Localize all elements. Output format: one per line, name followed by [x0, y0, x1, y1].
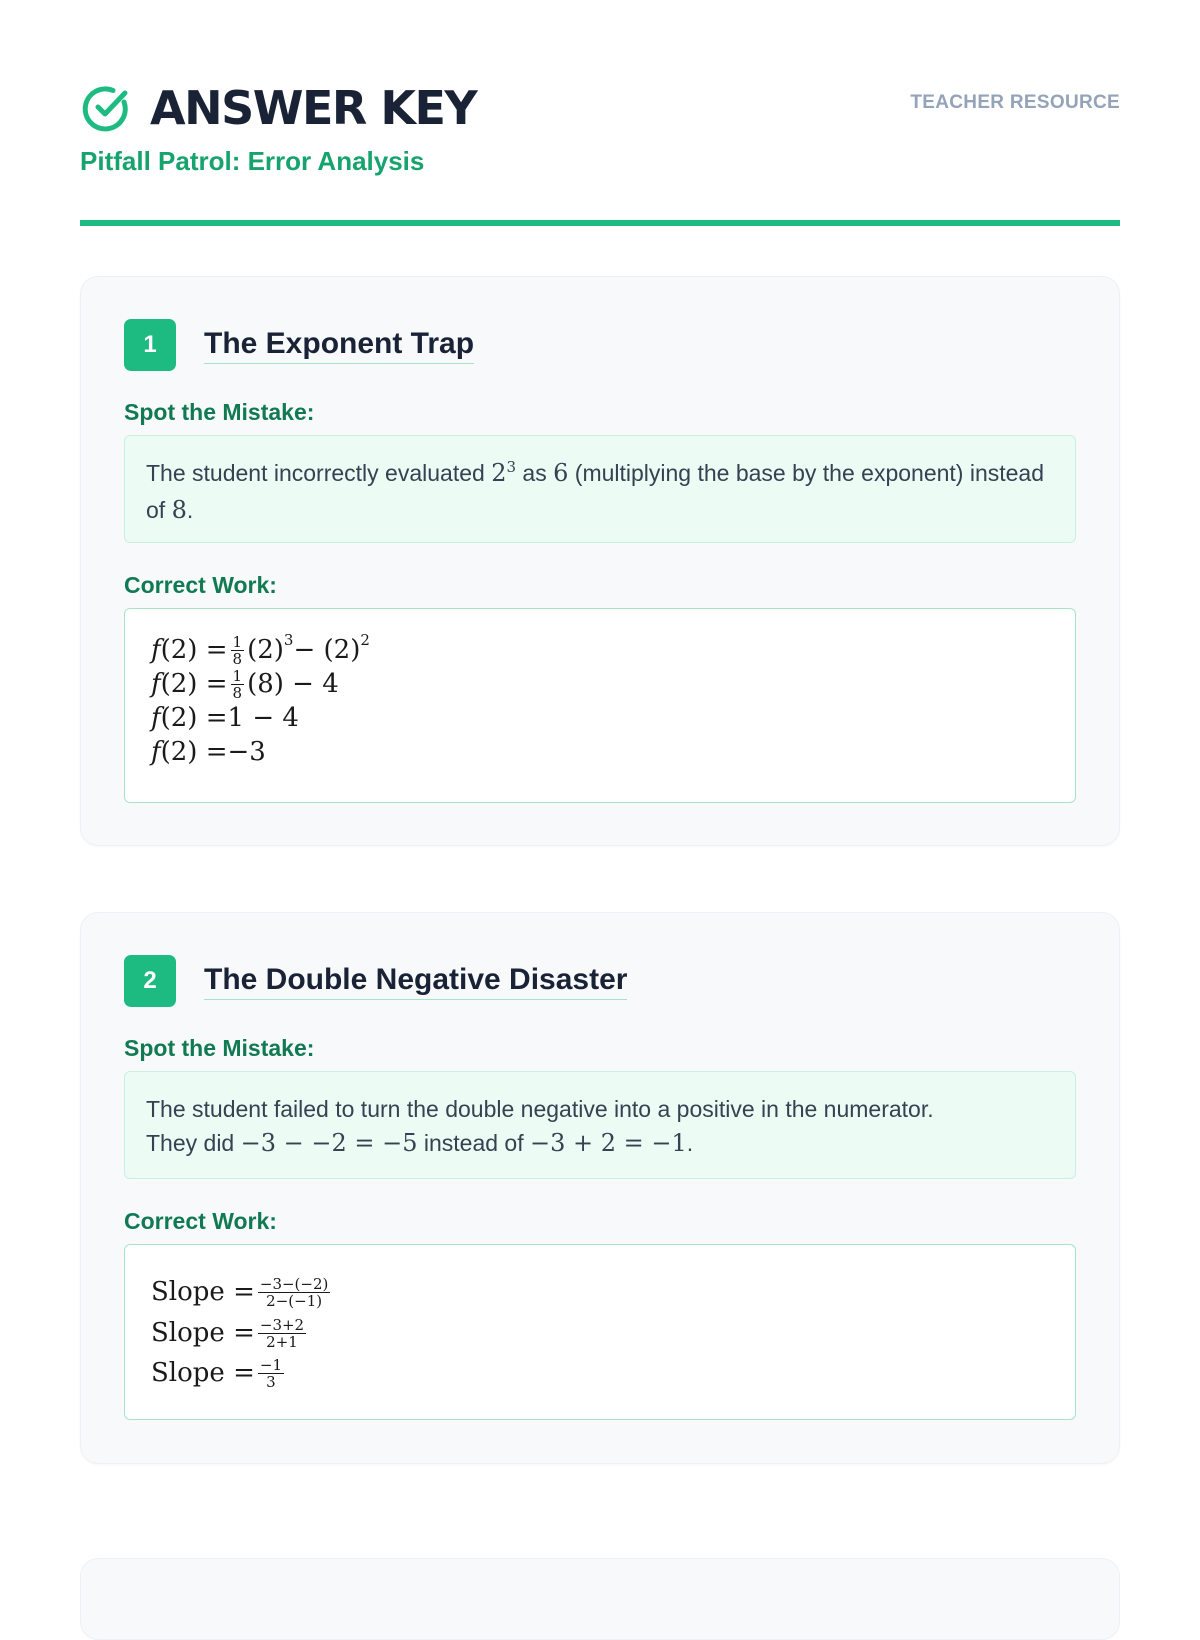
work-line [151, 1313, 1049, 1353]
work-line [151, 735, 1049, 769]
math-text: (2) = [160, 737, 228, 767]
mistake-box [124, 435, 1076, 543]
header-divider [80, 220, 1120, 226]
fraction-numerator: −1 [259, 1355, 282, 1374]
answer-key-page [80, 0, 1120, 1391]
mistake-box [124, 1071, 1076, 1179]
math-text: − (2) [293, 635, 361, 665]
page-subtitle: Pitfall Patrol: Error Analysis [80, 146, 425, 176]
fraction-numerator: 1 [232, 632, 243, 651]
title-row [80, 80, 476, 136]
problem-title: The Double Negative Disaster [204, 963, 627, 1000]
math-text: −3 [227, 737, 266, 767]
correct-work-label: Correct Work: [124, 572, 277, 598]
math-wrong-expression: −3 − −2 = −5 [240, 1129, 418, 1157]
problem-number-badge: 2 [124, 955, 176, 1007]
problem-title: The Exponent Trap [204, 327, 474, 364]
math-text: (2) = [160, 669, 228, 699]
fraction-numerator: 1 [232, 666, 243, 685]
problem-header [124, 319, 474, 371]
correct-work-label: Correct Work: [124, 1208, 277, 1234]
work-line [151, 633, 1049, 667]
math-exponent: 3 [506, 458, 517, 476]
math-base: 2 [491, 459, 507, 487]
work-line [151, 701, 1049, 735]
problem-header [124, 955, 627, 1007]
math-text: (2) = [160, 635, 228, 665]
mistake-text: as [516, 460, 554, 486]
work-line [151, 1353, 1049, 1393]
work-line [151, 667, 1049, 701]
math-fraction [258, 1357, 284, 1390]
math-exponent: 2 [360, 631, 370, 649]
fraction-denominator: 3 [266, 1372, 276, 1391]
mistake-text: The student failed to turn the double negative into a positive in the numerator. [146, 1096, 934, 1122]
fraction-denominator: 8 [232, 649, 243, 668]
math-text: (2) [247, 635, 284, 665]
math-fraction [258, 1317, 306, 1350]
spot-mistake-label: Spot the Mistake: [124, 1035, 315, 1061]
problem-card-2 [80, 912, 1120, 1464]
check-circle-icon [80, 81, 134, 135]
math-correct-value: 8 [171, 496, 187, 524]
header [80, 0, 1120, 228]
fraction-denominator: 8 [232, 683, 243, 702]
math-text: (8) − 4 [247, 669, 339, 699]
math-text: Slope = [151, 1358, 255, 1388]
fraction-numerator: −3+2 [259, 1315, 305, 1334]
mistake-text: . [186, 497, 194, 523]
mistake-text: They did [146, 1130, 241, 1156]
mistake-text: (multiplying the base by the exponent) instead of [146, 460, 1045, 523]
math-fraction [231, 634, 245, 667]
math-fraction [258, 1276, 331, 1309]
math-function: f [151, 703, 161, 733]
problem-card-1 [80, 276, 1120, 846]
math-fraction [231, 668, 245, 701]
mistake-text: instead of [417, 1130, 531, 1156]
work-line [151, 1271, 1049, 1313]
math-text: Slope = [151, 1277, 255, 1307]
math-text: 1 − 4 [227, 703, 299, 733]
correct-work-box [124, 1244, 1076, 1420]
spot-mistake-label: Spot the Mistake: [124, 399, 315, 425]
math-text: (2) = [160, 703, 228, 733]
fraction-numerator: −3−(−2) [259, 1274, 329, 1293]
problem-card-3 [80, 1558, 1120, 1640]
page-title: ANSWER KEY [150, 81, 477, 135]
teacher-resource-label: TEACHER RESOURCE [910, 92, 1120, 113]
correct-work-box [124, 608, 1076, 803]
fraction-denominator: 2−(−1) [266, 1291, 323, 1310]
fraction-denominator: 2+1 [266, 1332, 298, 1351]
problem-number-badge: 1 [124, 319, 176, 371]
math-exponent: 3 [283, 631, 294, 649]
math-wrong-value: 6 [553, 459, 569, 487]
math-text: Slope = [151, 1318, 255, 1348]
mistake-text: . [686, 1130, 694, 1156]
math-function: f [151, 635, 161, 665]
math-function: f [151, 737, 161, 767]
mistake-text: The student incorrectly evaluated [146, 460, 492, 486]
math-correct-expression: −3 + 2 = −1 [530, 1129, 687, 1157]
math-function: f [151, 669, 161, 699]
